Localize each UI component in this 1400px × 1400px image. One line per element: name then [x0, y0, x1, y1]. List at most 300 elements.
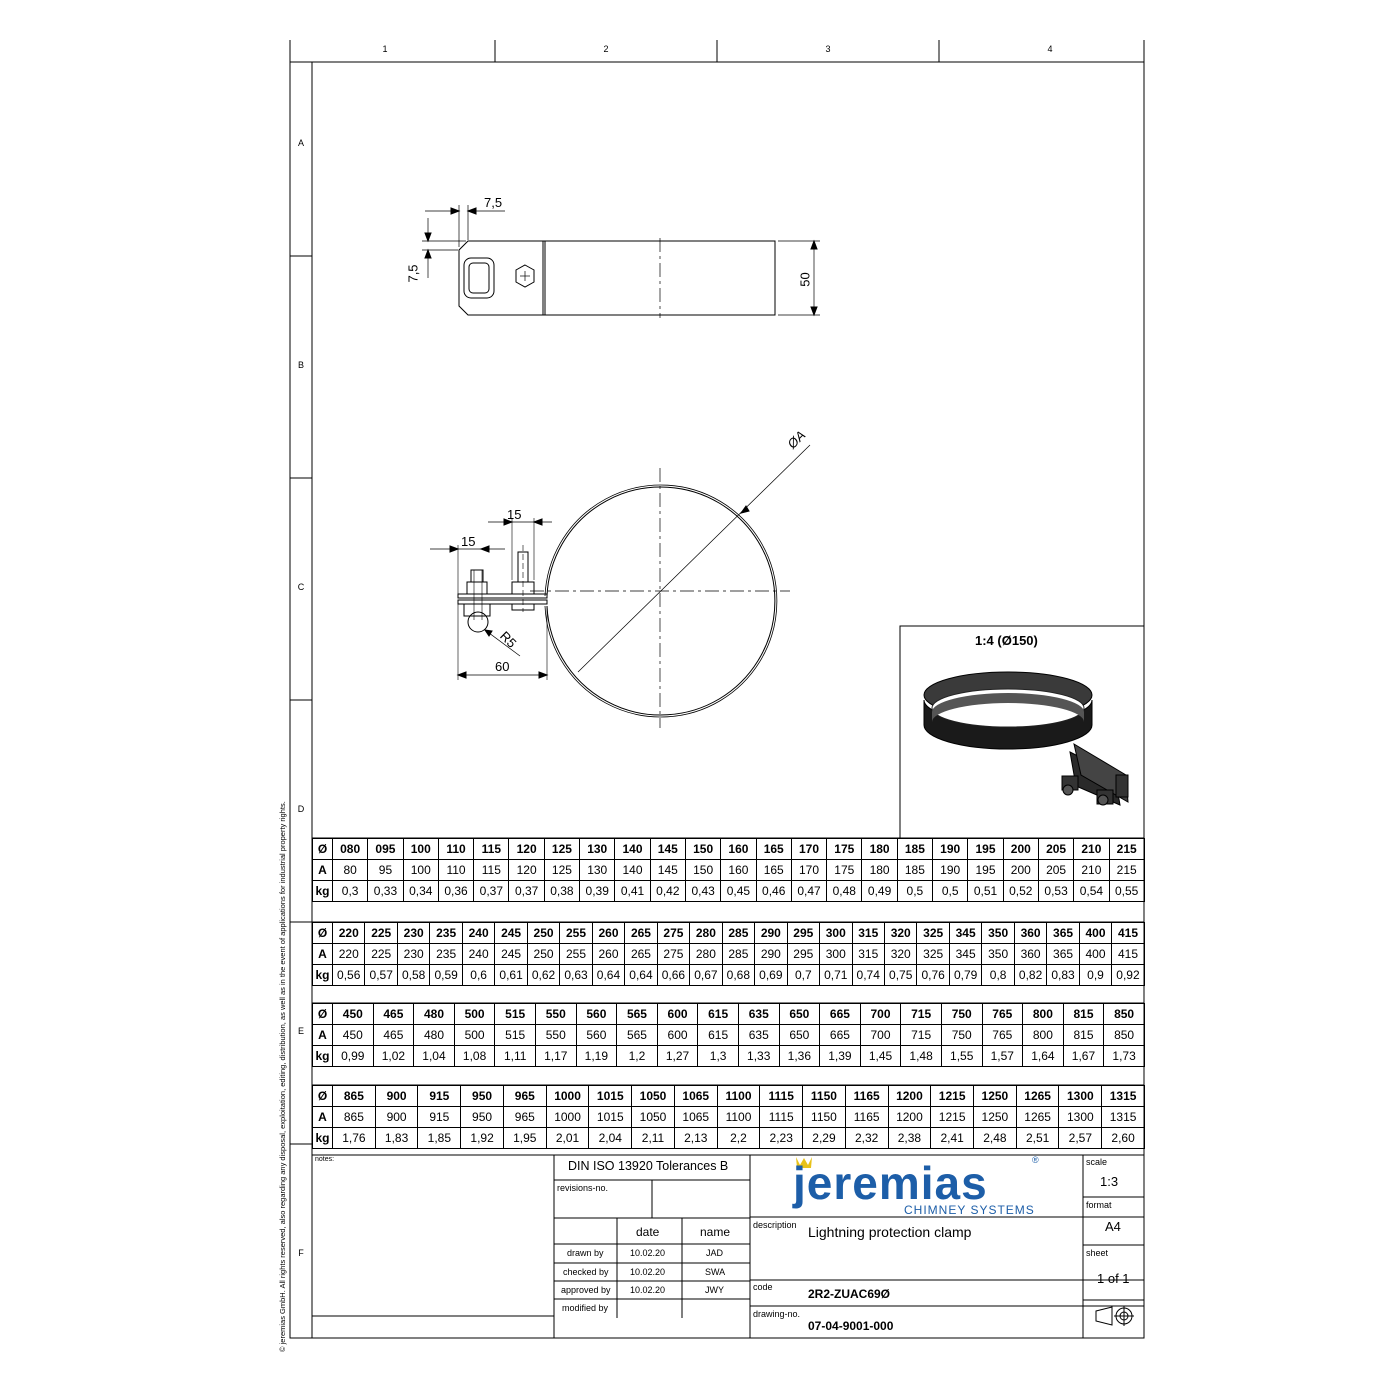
format-value: A4: [1105, 1219, 1121, 1234]
table-cell: 360: [1014, 923, 1046, 944]
approved-by-label: approved by: [561, 1285, 611, 1295]
table-cell: 0,83: [1047, 965, 1079, 986]
table-cell: 665: [820, 1004, 861, 1025]
table-cell: 1165: [845, 1086, 888, 1107]
table-cell: 450: [333, 1004, 374, 1025]
table-cell: 235: [430, 944, 462, 965]
table-cell: 2,41: [931, 1128, 974, 1149]
logo-registered-mark: ®: [1032, 1155, 1039, 1165]
checked-by-date: 10.02.20: [630, 1267, 666, 1277]
approved-by-name: JWY: [705, 1285, 724, 1295]
notes-label: notes:: [315, 1156, 335, 1163]
first-angle-projection-icon: [1096, 1306, 1134, 1326]
table-cell: 285: [722, 923, 754, 944]
table-cell: 635: [738, 1004, 779, 1025]
row-label: Ø: [313, 1086, 333, 1107]
kg-row: [313, 965, 1145, 986]
table-cell: 560: [576, 1004, 617, 1025]
row-letter-a: A: [297, 138, 304, 148]
table-cell: 1015: [589, 1086, 632, 1107]
table-cell: 260: [592, 944, 624, 965]
table-cell: 900: [375, 1086, 418, 1107]
table-cell: 915: [418, 1086, 461, 1107]
table-cell: 200: [1003, 839, 1038, 860]
table-cell: 615: [698, 1025, 739, 1046]
table-cell: 235: [430, 923, 462, 944]
table-cell: 2,04: [589, 1128, 632, 1149]
table-cell: 1,83: [375, 1128, 418, 1149]
table-cell: 360: [1014, 944, 1046, 965]
table-cell: 190: [933, 839, 968, 860]
table-cell: 130: [580, 860, 615, 881]
table-cell: 95: [368, 860, 403, 881]
table-cell: 515: [495, 1004, 536, 1025]
name-header: name: [700, 1225, 731, 1239]
drawn-by-label: drawn by: [567, 1248, 604, 1258]
a-row: [313, 1025, 1145, 1046]
table-cell: 1150: [803, 1107, 846, 1128]
table-cell: 465: [373, 1025, 414, 1046]
table-cell: 1065: [674, 1086, 717, 1107]
table-cell: 240: [462, 923, 494, 944]
table-cell: 2,48: [974, 1128, 1017, 1149]
table-cell: 0,79: [949, 965, 981, 986]
table-cell: 1050: [632, 1107, 675, 1128]
table-cell: 1250: [974, 1086, 1017, 1107]
row-label: Ø: [313, 923, 333, 944]
row-label: A: [313, 860, 333, 881]
table-cell: 0,69: [755, 965, 787, 986]
table-cell: 850: [1104, 1004, 1145, 1025]
table-cell: 2,01: [546, 1128, 589, 1149]
table-cell: 210: [1074, 860, 1109, 881]
table-cell: 850: [1104, 1025, 1145, 1046]
table-cell: 965: [503, 1107, 546, 1128]
table-cell: 1115: [760, 1086, 803, 1107]
size-table-4: [312, 1085, 1145, 1149]
a-row: [313, 1107, 1145, 1128]
table-cell: 0,36: [438, 881, 473, 902]
column-number-2: 2: [603, 44, 609, 54]
table-cell: 865: [333, 1107, 376, 1128]
approved-by-date: 10.02.20: [630, 1285, 666, 1295]
revisions-label: revisions-no.: [557, 1183, 609, 1193]
table-cell: 0,56: [333, 965, 365, 986]
table-cell: 0,49: [862, 881, 897, 902]
date-header: date: [636, 1225, 660, 1239]
drawing-no-label: drawing-no.: [753, 1309, 801, 1319]
row-letter-e: E: [297, 1026, 304, 1036]
tolerances-note: DIN ISO 13920 Tolerances B: [568, 1159, 729, 1173]
table-cell: 295: [787, 944, 819, 965]
table-cell: 1165: [845, 1107, 888, 1128]
table-cell: 125: [544, 839, 579, 860]
table-cell: 345: [949, 944, 981, 965]
table-cell: 2,38: [888, 1128, 931, 1149]
table-cell: 600: [657, 1025, 698, 1046]
table-cell: 100: [403, 860, 438, 881]
table-cell: 2,51: [1016, 1128, 1059, 1149]
table-cell: 1115: [760, 1107, 803, 1128]
table-cell: 1000: [546, 1107, 589, 1128]
table-cell: 0,33: [368, 881, 403, 902]
table-cell: 2,13: [674, 1128, 717, 1149]
drawing-no-value: 07-04-9001-000: [808, 1319, 894, 1333]
table-cell: 565: [617, 1025, 658, 1046]
code-label: code: [753, 1282, 773, 1292]
table-cell: 245: [495, 923, 527, 944]
table-cell: 200: [1003, 860, 1038, 881]
logo-subtitle: CHIMNEY SYSTEMS: [904, 1203, 1035, 1217]
table-cell: 950: [461, 1086, 504, 1107]
sheet-value: 1 of 1: [1097, 1271, 1130, 1286]
table-cell: 125: [544, 860, 579, 881]
table-cell: 450: [333, 1025, 374, 1046]
table-cell: 480: [414, 1004, 455, 1025]
table-cell: 160: [721, 860, 756, 881]
table-cell: 265: [625, 944, 657, 965]
table-cell: 0,9: [1079, 965, 1111, 986]
table-cell: 400: [1079, 923, 1111, 944]
table-cell: 500: [454, 1004, 495, 1025]
table-cell: 0,7: [787, 965, 819, 986]
table-cell: 1315: [1102, 1086, 1145, 1107]
table-cell: 300: [820, 923, 852, 944]
table-cell: 1,08: [454, 1046, 495, 1067]
table-cell: 120: [509, 839, 544, 860]
table-cell: 300: [820, 944, 852, 965]
table-cell: 0,66: [657, 965, 689, 986]
table-cell: 1100: [717, 1107, 760, 1128]
table-cell: 465: [373, 1004, 414, 1025]
column-number-1: 1: [382, 44, 388, 54]
table-cell: 0,52: [1003, 881, 1038, 902]
table-cell: 280: [690, 944, 722, 965]
kg-row: [313, 1046, 1145, 1067]
table-cell: 1,48: [901, 1046, 942, 1067]
table-cell: 1,92: [461, 1128, 504, 1149]
table-cell: 175: [827, 839, 862, 860]
diameter-row: [313, 1086, 1145, 1107]
a-row: [313, 944, 1145, 965]
table-cell: 1,73: [1104, 1046, 1145, 1067]
table-cell: 1050: [632, 1086, 675, 1107]
table-cell: 0,5: [897, 881, 932, 902]
kg-row: [313, 881, 1145, 902]
table-cell: 130: [580, 839, 615, 860]
table-cell: 0,53: [1038, 881, 1073, 902]
table-cell: 1315: [1102, 1107, 1145, 1128]
table-cell: 0,75: [884, 965, 916, 986]
table-cell: 320: [884, 944, 916, 965]
table-cell: 0,47: [791, 881, 826, 902]
table-cell: 280: [690, 923, 722, 944]
table-cell: 1215: [931, 1107, 974, 1128]
table-cell: 115: [474, 860, 509, 881]
row-label: A: [313, 944, 333, 965]
table-cell: 700: [860, 1004, 901, 1025]
row-label: Ø: [313, 1004, 333, 1025]
table-cell: 1,2: [617, 1046, 658, 1067]
table-cell: 145: [650, 839, 685, 860]
table-cell: 180: [862, 839, 897, 860]
front-view: [430, 445, 810, 728]
row-letter-c: C: [297, 582, 305, 592]
row-label: A: [313, 1107, 333, 1128]
company-logo: jeremias: [793, 1157, 988, 1209]
table-cell: 560: [576, 1025, 617, 1046]
description-value: Lightning protection clamp: [808, 1224, 972, 1240]
table-cell: 0,43: [685, 881, 720, 902]
table-cell: 1250: [974, 1107, 1017, 1128]
dim-60: 60: [495, 659, 510, 674]
dim-15-upper: 15: [507, 507, 522, 522]
table-cell: 265: [625, 923, 657, 944]
table-cell: 245: [495, 944, 527, 965]
table-cell: 170: [791, 839, 826, 860]
table-cell: 1065: [674, 1107, 717, 1128]
table-cell: 225: [365, 944, 397, 965]
table-cell: 1,3: [698, 1046, 739, 1067]
table-cell: 600: [657, 1004, 698, 1025]
table-cell: 715: [901, 1004, 942, 1025]
table-cell: 255: [560, 944, 592, 965]
table-cell: 950: [461, 1107, 504, 1128]
size-table-2: [312, 922, 1145, 986]
table-cell: 0,61: [495, 965, 527, 986]
table-cell: 715: [901, 1025, 942, 1046]
table-cell: 1,95: [503, 1128, 546, 1149]
dim-50: 50: [797, 272, 813, 287]
table-cell: 365: [1047, 944, 1079, 965]
table-cell: 650: [779, 1025, 820, 1046]
table-cell: 500: [454, 1025, 495, 1046]
table-cell: 230: [397, 944, 429, 965]
table-cell: 2,57: [1059, 1128, 1102, 1149]
sheet-label: sheet: [1086, 1248, 1109, 1258]
table-cell: 1150: [803, 1086, 846, 1107]
table-cell: 2,60: [1102, 1128, 1145, 1149]
row-label: kg: [313, 1128, 333, 1149]
table-cell: 255: [560, 923, 592, 944]
table-cell: 0,38: [544, 881, 579, 902]
table-cell: 185: [897, 839, 932, 860]
clamp-ring: [547, 487, 775, 715]
table-cell: 0,92: [1112, 965, 1144, 986]
table-cell: 0,64: [592, 965, 624, 986]
table-cell: 815: [1063, 1004, 1104, 1025]
table-cell: 800: [1023, 1004, 1064, 1025]
table-cell: 415: [1112, 944, 1144, 965]
table-cell: 215: [1109, 839, 1144, 860]
table-cell: 865: [333, 1086, 376, 1107]
table-cell: 635: [738, 1025, 779, 1046]
clamp-band-outline: [459, 241, 775, 315]
table-cell: 1200: [888, 1086, 931, 1107]
row-label: A: [313, 1025, 333, 1046]
dim-diameter-a: ØA: [784, 427, 809, 452]
checked-by-label: checked by: [563, 1267, 609, 1277]
table-cell: 0,58: [397, 965, 429, 986]
row-label: kg: [313, 965, 333, 986]
table-cell: 0,82: [1014, 965, 1046, 986]
table-cell: 765: [982, 1004, 1023, 1025]
format-label: format: [1086, 1200, 1112, 1210]
copyright-notice: © jeremias GmbH. All rights reserved, also regarding any disposal, exploitation, editing, distribution, as well as in the event of applications for industrial property rights.: [278, 801, 287, 1352]
dim-7-5-vertical: 7,5: [405, 264, 421, 283]
table-cell: 1,67: [1063, 1046, 1104, 1067]
table-cell: 0,71: [820, 965, 852, 986]
table-cell: 1300: [1059, 1107, 1102, 1128]
table-cell: 0,39: [580, 881, 615, 902]
table-cell: 750: [941, 1004, 982, 1025]
table-cell: 1200: [888, 1107, 931, 1128]
table-cell: 175: [827, 860, 862, 881]
diameter-row: [313, 1004, 1145, 1025]
table-cell: 765: [982, 1025, 1023, 1046]
table-cell: 2,2: [717, 1128, 760, 1149]
table-cell: 0,34: [403, 881, 438, 902]
table-cell: 1,19: [576, 1046, 617, 1067]
table-cell: 320: [884, 923, 916, 944]
table-cell: 165: [756, 860, 791, 881]
table-cell: 915: [418, 1107, 461, 1128]
scale-label: scale: [1086, 1157, 1108, 1167]
title-block-lines: [312, 1155, 1144, 1338]
column-number-4: 4: [1047, 44, 1053, 54]
table-cell: 160: [721, 839, 756, 860]
table-cell: 210: [1074, 839, 1109, 860]
table-cell: 750: [941, 1025, 982, 1046]
table-cell: 315: [852, 923, 884, 944]
table-cell: 110: [438, 839, 473, 860]
table-cell: 180: [862, 860, 897, 881]
table-cell: 0,8: [982, 965, 1014, 986]
drawn-by-date: 10.02.20: [630, 1248, 666, 1258]
table-cell: 965: [503, 1086, 546, 1107]
row-label: Ø: [313, 839, 333, 860]
table-cell: 205: [1038, 860, 1073, 881]
table-cell: 1,04: [414, 1046, 455, 1067]
code-value: 2R2-ZUAC69Ø: [808, 1287, 891, 1301]
table-cell: 325: [917, 944, 949, 965]
table-cell: 0,67: [690, 965, 722, 986]
table-cell: 0,46: [756, 881, 791, 902]
table-cell: 0,99: [333, 1046, 374, 1067]
table-cell: 170: [791, 860, 826, 881]
table-cell: 700: [860, 1025, 901, 1046]
table-cell: 0,74: [852, 965, 884, 986]
table-cell: 165: [756, 839, 791, 860]
table-cell: 350: [982, 944, 1014, 965]
table-cell: 295: [787, 923, 819, 944]
table-cell: 550: [535, 1004, 576, 1025]
table-cell: 150: [685, 839, 720, 860]
table-cell: 1000: [546, 1086, 589, 1107]
table-cell: 1,11: [495, 1046, 536, 1067]
table-cell: 140: [615, 839, 650, 860]
table-cell: 0,59: [430, 965, 462, 986]
row-label: kg: [313, 1046, 333, 1067]
table-cell: 0,76: [917, 965, 949, 986]
table-cell: 0,3: [333, 881, 368, 902]
table-cell: 185: [897, 860, 932, 881]
table-cell: 215: [1109, 860, 1144, 881]
table-cell: 080: [333, 839, 368, 860]
column-number-3: 3: [825, 44, 831, 54]
table-cell: 0,51: [968, 881, 1003, 902]
row-label: kg: [313, 881, 333, 902]
row-letter-d: D: [297, 804, 305, 814]
table-cell: 115: [474, 839, 509, 860]
dim-r5: R5: [497, 628, 520, 651]
table-cell: 195: [968, 860, 1003, 881]
table-cell: 815: [1063, 1025, 1104, 1046]
description-label: description: [753, 1220, 797, 1230]
table-cell: 315: [852, 944, 884, 965]
table-cell: 1265: [1016, 1107, 1059, 1128]
diameter-row: [313, 923, 1145, 944]
table-cell: 1,36: [779, 1046, 820, 1067]
table-cell: 800: [1023, 1025, 1064, 1046]
table-cell: 095: [368, 839, 403, 860]
table-cell: 0,64: [625, 965, 657, 986]
table-cell: 80: [333, 860, 368, 881]
table-cell: 220: [333, 923, 365, 944]
table-cell: 0,41: [615, 881, 650, 902]
table-cell: 290: [755, 944, 787, 965]
table-cell: 190: [933, 860, 968, 881]
bolt-head: [467, 582, 487, 594]
table-cell: 2,29: [803, 1128, 846, 1149]
table-cell: 515: [495, 1025, 536, 1046]
clamp-flange: [458, 594, 547, 598]
table-cell: 1,33: [738, 1046, 779, 1067]
table-cell: 2,32: [845, 1128, 888, 1149]
table-cell: 2,11: [632, 1128, 675, 1149]
table-cell: 1,45: [860, 1046, 901, 1067]
row-letter-b: B: [297, 360, 304, 370]
table-cell: 1100: [717, 1086, 760, 1107]
table-cell: 0,42: [650, 881, 685, 902]
table-cell: 1,02: [373, 1046, 414, 1067]
table-cell: 1,17: [535, 1046, 576, 1067]
table-cell: 110: [438, 860, 473, 881]
diameter-row: [313, 839, 1145, 860]
table-cell: 205: [1038, 839, 1073, 860]
scale-value: 1:3: [1100, 1174, 1119, 1189]
table-cell: 220: [333, 944, 365, 965]
table-cell: 290: [755, 923, 787, 944]
table-cell: 615: [698, 1004, 739, 1025]
table-cell: 1,76: [333, 1128, 376, 1149]
table-cell: 275: [657, 944, 689, 965]
table-cell: 665: [820, 1025, 861, 1046]
table-cell: 365: [1047, 923, 1079, 944]
table-cell: 260: [592, 923, 624, 944]
dim-7-5-horizontal: 7,5: [484, 195, 503, 210]
table-cell: 1,39: [820, 1046, 861, 1067]
table-cell: 565: [617, 1004, 658, 1025]
table-cell: 250: [527, 923, 559, 944]
table-cell: 0,57: [365, 965, 397, 986]
drawn-by-name: JAD: [706, 1248, 724, 1258]
table-cell: 325: [917, 923, 949, 944]
table-cell: 1015: [589, 1107, 632, 1128]
table-cell: 100: [403, 839, 438, 860]
table-cell: 1265: [1016, 1086, 1059, 1107]
table-cell: 225: [365, 923, 397, 944]
